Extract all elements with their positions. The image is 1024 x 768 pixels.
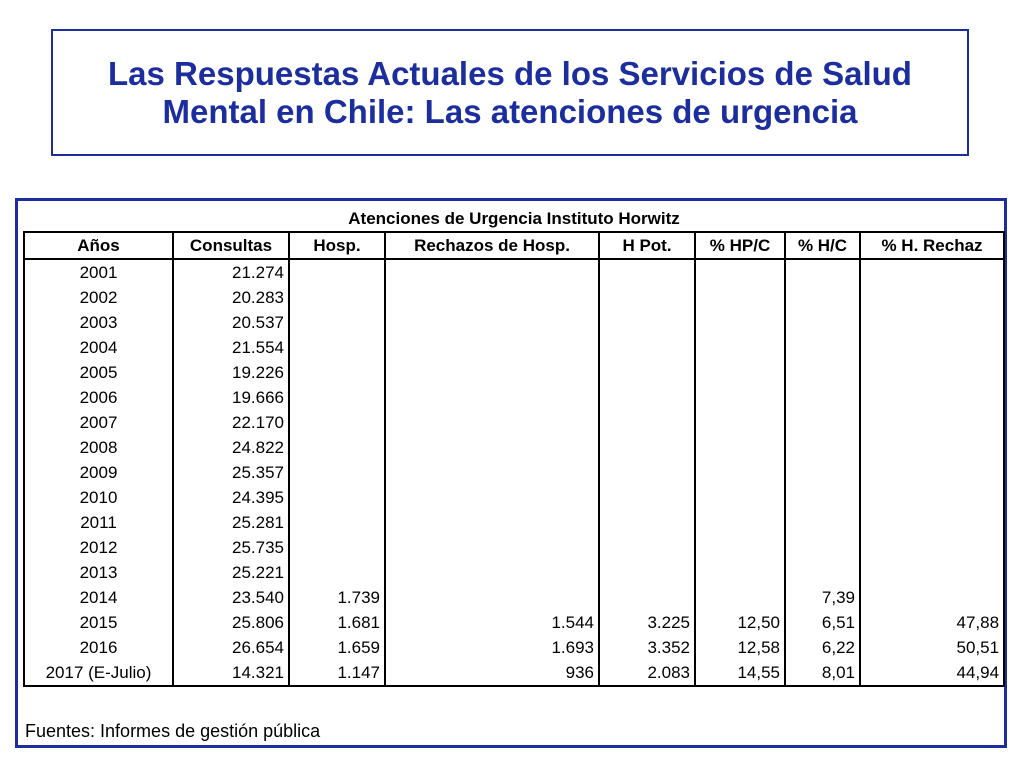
cell-year: 2012 — [24, 535, 173, 560]
cell-consultations: 25.281 — [173, 510, 289, 535]
cell-year: 2005 — [24, 360, 173, 385]
table-row — [24, 610, 1004, 635]
header-pct-h-c: % H/C — [785, 232, 860, 259]
cell-hosp-rejections — [385, 310, 599, 335]
title-box — [51, 29, 969, 156]
cell-potential-hosp: 2.083 — [599, 660, 695, 686]
table-row — [24, 360, 1004, 385]
cell-pct-hp-c — [695, 510, 785, 535]
cell-pct-h-c — [785, 335, 860, 360]
table-row — [24, 635, 1004, 660]
cell-consultations: 22.170 — [173, 410, 289, 435]
table-row — [24, 385, 1004, 410]
cell-potential-hosp — [599, 435, 695, 460]
cell-pct-rejections: 50,51 — [860, 635, 1004, 660]
cell-potential-hosp: 3.352 — [599, 635, 695, 660]
cell-year: 2004 — [24, 335, 173, 360]
cell-pct-hp-c — [695, 460, 785, 485]
cell-potential-hosp — [599, 560, 695, 585]
header-years: Años — [24, 232, 173, 259]
table-row — [24, 535, 1004, 560]
cell-hospitalizations — [289, 460, 385, 485]
cell-pct-hp-c — [695, 360, 785, 385]
cell-year: 2015 — [24, 610, 173, 635]
cell-year: 2001 — [24, 259, 173, 285]
cell-pct-h-c — [785, 310, 860, 335]
cell-hosp-rejections — [385, 410, 599, 435]
cell-pct-rejections — [860, 285, 1004, 310]
cell-year: 2013 — [24, 560, 173, 585]
header-hospitalizations: Hosp. — [289, 232, 385, 259]
cell-pct-hp-c — [695, 435, 785, 460]
cell-pct-rejections — [860, 535, 1004, 560]
table-row — [24, 310, 1004, 335]
cell-pct-hp-c: 14,55 — [695, 660, 785, 686]
cell-hosp-rejections — [385, 510, 599, 535]
cell-consultations: 24.822 — [173, 435, 289, 460]
header-pct-rejections: % H. Rechaz — [860, 232, 1004, 259]
cell-pct-h-c — [785, 410, 860, 435]
cell-potential-hosp — [599, 360, 695, 385]
cell-pct-hp-c: 12,58 — [695, 635, 785, 660]
cell-pct-h-c — [785, 360, 860, 385]
header-potential-hosp: H Pot. — [599, 232, 695, 259]
table-body — [24, 259, 1004, 686]
cell-hosp-rejections — [385, 435, 599, 460]
cell-pct-h-c — [785, 535, 860, 560]
cell-pct-h-c — [785, 560, 860, 585]
cell-consultations: 25.357 — [173, 460, 289, 485]
cell-pct-rejections — [860, 360, 1004, 385]
cell-potential-hosp — [599, 510, 695, 535]
cell-hospitalizations — [289, 560, 385, 585]
cell-hosp-rejections — [385, 335, 599, 360]
cell-pct-hp-c — [695, 259, 785, 285]
cell-year: 2006 — [24, 385, 173, 410]
header-consultations: Consultas — [173, 232, 289, 259]
cell-hospitalizations: 1.659 — [289, 635, 385, 660]
cell-hospitalizations — [289, 385, 385, 410]
cell-potential-hosp — [599, 410, 695, 435]
cell-pct-rejections — [860, 410, 1004, 435]
cell-year: 2017 (E-Julio) — [24, 660, 173, 686]
cell-potential-hosp — [599, 285, 695, 310]
cell-hosp-rejections — [385, 259, 599, 285]
cell-hosp-rejections — [385, 535, 599, 560]
cell-pct-hp-c — [695, 585, 785, 610]
cell-hosp-rejections — [385, 285, 599, 310]
cell-potential-hosp — [599, 585, 695, 610]
cell-hospitalizations: 1.681 — [289, 610, 385, 635]
cell-potential-hosp — [599, 310, 695, 335]
cell-pct-h-c: 7,39 — [785, 585, 860, 610]
cell-pct-rejections — [860, 259, 1004, 285]
cell-pct-rejections — [860, 385, 1004, 410]
cell-year: 2010 — [24, 485, 173, 510]
cell-pct-h-c — [785, 485, 860, 510]
cell-potential-hosp — [599, 460, 695, 485]
cell-year: 2003 — [24, 310, 173, 335]
cell-year: 2016 — [24, 635, 173, 660]
cell-consultations: 21.554 — [173, 335, 289, 360]
table-caption: Atenciones de Urgencia Instituto Horwitz — [24, 206, 1004, 232]
cell-pct-hp-c — [695, 385, 785, 410]
cell-hosp-rejections: 1.693 — [385, 635, 599, 660]
cell-pct-rejections — [860, 460, 1004, 485]
cell-pct-h-c: 6,22 — [785, 635, 860, 660]
cell-hospitalizations — [289, 310, 385, 335]
cell-hosp-rejections: 936 — [385, 660, 599, 686]
cell-pct-hp-c — [695, 335, 785, 360]
cell-consultations: 14.321 — [173, 660, 289, 686]
emergency-care-table — [23, 206, 1005, 687]
table-row — [24, 660, 1004, 686]
cell-hosp-rejections — [385, 560, 599, 585]
cell-year: 2009 — [24, 460, 173, 485]
cell-year: 2008 — [24, 435, 173, 460]
cell-hosp-rejections — [385, 585, 599, 610]
cell-consultations: 25.735 — [173, 535, 289, 560]
header-hosp-rejections: Rechazos de Hosp. — [385, 232, 599, 259]
cell-pct-h-c: 8,01 — [785, 660, 860, 686]
cell-consultations: 19.666 — [173, 385, 289, 410]
cell-pct-hp-c — [695, 485, 785, 510]
cell-potential-hosp — [599, 385, 695, 410]
cell-consultations: 26.654 — [173, 635, 289, 660]
cell-pct-h-c — [785, 259, 860, 285]
sources-note: Fuentes: Informes de gestión pública — [25, 721, 321, 741]
cell-pct-h-c — [785, 435, 860, 460]
cell-pct-h-c — [785, 460, 860, 485]
cell-consultations: 21.274 — [173, 259, 289, 285]
cell-hospitalizations — [289, 535, 385, 560]
cell-pct-rejections: 44,94 — [860, 660, 1004, 686]
cell-pct-rejections — [860, 310, 1004, 335]
table-header-row — [24, 232, 1004, 259]
cell-hospitalizations — [289, 485, 385, 510]
cell-hospitalizations — [289, 435, 385, 460]
cell-potential-hosp — [599, 335, 695, 360]
cell-pct-h-c — [785, 285, 860, 310]
cell-hospitalizations — [289, 259, 385, 285]
cell-hosp-rejections — [385, 360, 599, 385]
table-row — [24, 435, 1004, 460]
table-row — [24, 460, 1004, 485]
table-row — [24, 259, 1004, 285]
cell-consultations: 25.221 — [173, 560, 289, 585]
cell-hospitalizations: 1.739 — [289, 585, 385, 610]
cell-potential-hosp — [599, 485, 695, 510]
cell-pct-hp-c — [695, 285, 785, 310]
cell-potential-hosp — [599, 259, 695, 285]
slide-title-line-2: Mental en Chile: Las atenciones de urgencia — [162, 92, 858, 130]
cell-pct-rejections — [860, 435, 1004, 460]
cell-pct-h-c: 6,51 — [785, 610, 860, 635]
cell-year: 2011 — [24, 510, 173, 535]
table-row — [24, 510, 1004, 535]
cell-pct-hp-c — [695, 410, 785, 435]
table-row — [24, 585, 1004, 610]
header-pct-hp-c: % HP/C — [695, 232, 785, 259]
cell-hospitalizations: 1.147 — [289, 660, 385, 686]
cell-hospitalizations — [289, 335, 385, 360]
cell-pct-h-c — [785, 510, 860, 535]
cell-year: 2002 — [24, 285, 173, 310]
table-row — [24, 410, 1004, 435]
cell-pct-hp-c — [695, 535, 785, 560]
cell-year: 2014 — [24, 585, 173, 610]
cell-hosp-rejections — [385, 485, 599, 510]
cell-hospitalizations — [289, 285, 385, 310]
cell-potential-hosp: 3.225 — [599, 610, 695, 635]
cell-hospitalizations — [289, 360, 385, 385]
cell-pct-hp-c — [695, 560, 785, 585]
cell-consultations: 20.283 — [173, 285, 289, 310]
cell-pct-hp-c: 12,50 — [695, 610, 785, 635]
table-row — [24, 285, 1004, 310]
cell-consultations: 25.806 — [173, 610, 289, 635]
table-row — [24, 485, 1004, 510]
cell-pct-rejections: 47,88 — [860, 610, 1004, 635]
cell-pct-rejections — [860, 560, 1004, 585]
cell-hospitalizations — [289, 410, 385, 435]
cell-hosp-rejections — [385, 385, 599, 410]
cell-year: 2007 — [24, 410, 173, 435]
table-frame — [15, 198, 1007, 748]
cell-pct-rejections — [860, 585, 1004, 610]
cell-pct-rejections — [860, 510, 1004, 535]
cell-pct-hp-c — [695, 310, 785, 335]
cell-pct-rejections — [860, 485, 1004, 510]
cell-consultations: 23.540 — [173, 585, 289, 610]
cell-consultations: 24.395 — [173, 485, 289, 510]
slide-title-line-1: Las Respuestas Actuales de los Servicios de Salud — [108, 54, 912, 92]
cell-hosp-rejections: 1.544 — [385, 610, 599, 635]
table-row — [24, 335, 1004, 360]
cell-hosp-rejections — [385, 460, 599, 485]
cell-potential-hosp — [599, 535, 695, 560]
table-row — [24, 560, 1004, 585]
cell-consultations: 19.226 — [173, 360, 289, 385]
cell-consultations: 20.537 — [173, 310, 289, 335]
cell-hospitalizations — [289, 510, 385, 535]
cell-pct-h-c — [785, 385, 860, 410]
cell-pct-rejections — [860, 335, 1004, 360]
